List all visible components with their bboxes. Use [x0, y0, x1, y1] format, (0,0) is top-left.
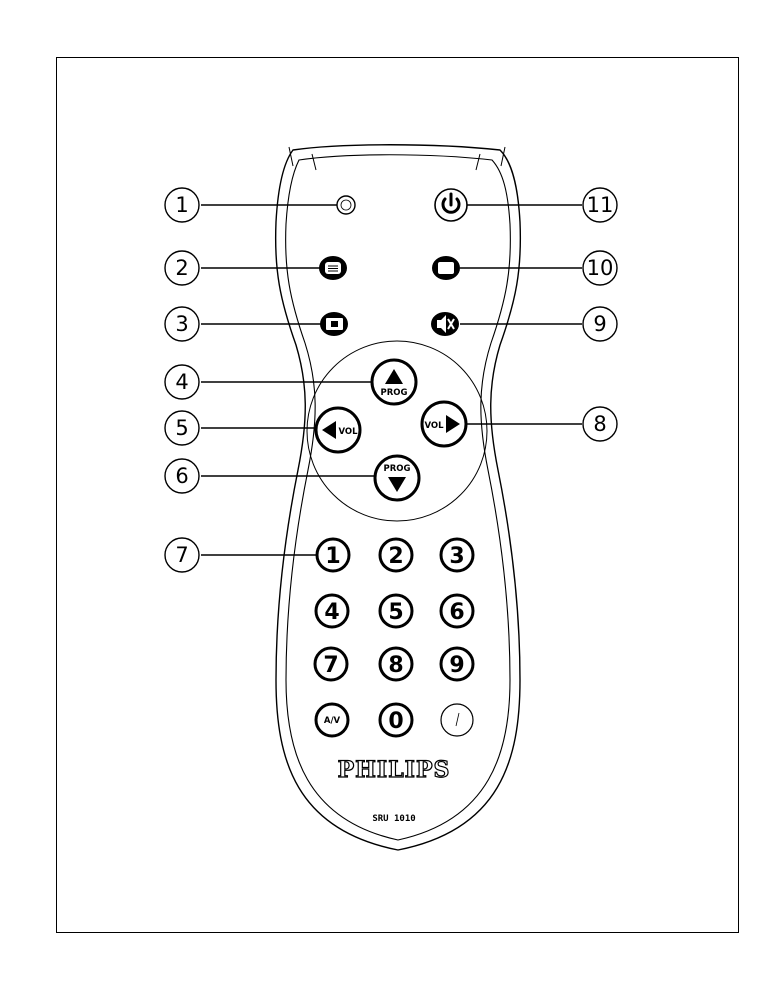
key-3[interactable]: [441, 539, 473, 571]
keypad: [315, 539, 473, 736]
teletext-icon: [438, 262, 454, 274]
model-number: SRU 1010: [372, 814, 416, 824]
callout-8: [583, 407, 617, 441]
svg-text:0: 0: [388, 709, 404, 734]
led-indicator-icon: [337, 196, 355, 214]
callout-7: [165, 538, 199, 572]
svg-text:11: 11: [586, 193, 614, 217]
svg-text:4: 4: [324, 600, 340, 625]
svg-text:9: 9: [593, 312, 607, 336]
screen-icon: [326, 318, 343, 330]
callout-2: [165, 251, 199, 285]
svg-text:3: 3: [449, 544, 465, 569]
prog-up-button[interactable]: [372, 360, 416, 404]
svg-text:VOL: VOL: [338, 427, 358, 437]
svg-text:6: 6: [449, 600, 465, 625]
svg-text:10: 10: [586, 256, 614, 280]
svg-text:1: 1: [175, 193, 189, 217]
key-6[interactable]: [441, 595, 473, 627]
svg-text:A/V: A/V: [323, 716, 341, 726]
teletext-button[interactable]: [432, 256, 460, 280]
key-7[interactable]: [315, 648, 347, 680]
key-5[interactable]: [380, 595, 412, 627]
svg-text:VOL: VOL: [424, 421, 444, 431]
svg-text:1: 1: [325, 544, 341, 569]
key-0[interactable]: [380, 704, 412, 736]
format-button[interactable]: [320, 312, 348, 336]
svg-text:9: 9: [449, 653, 465, 678]
svg-text:7: 7: [323, 653, 339, 678]
key-blank[interactable]: [441, 704, 473, 736]
svg-text:2: 2: [175, 256, 189, 280]
svg-text:4: 4: [175, 370, 189, 394]
callout-1: [165, 188, 199, 222]
callout-9: [583, 307, 617, 341]
callout-6: [165, 459, 199, 493]
power-button[interactable]: [435, 189, 467, 221]
svg-text:7: 7: [175, 543, 189, 567]
vol-up-button[interactable]: [422, 402, 466, 446]
brand-logo: PHILIPS: [337, 757, 451, 783]
key-4[interactable]: [316, 595, 348, 627]
key-1[interactable]: [317, 539, 349, 571]
svg-text:5: 5: [175, 416, 189, 440]
svg-text:PROG: PROG: [383, 464, 411, 474]
svg-text:8: 8: [388, 653, 404, 678]
vol-down-button[interactable]: [316, 408, 360, 452]
svg-text:5: 5: [388, 600, 404, 625]
svg-text:2: 2: [388, 544, 404, 569]
menu-icon: [325, 262, 341, 274]
svg-text:PROG: PROG: [380, 388, 408, 398]
prog-down-button[interactable]: [375, 456, 419, 500]
svg-text:3: 3: [175, 312, 189, 336]
callout-11: [583, 188, 617, 222]
svg-text:6: 6: [175, 464, 189, 488]
key-9[interactable]: [441, 648, 473, 680]
menu-button[interactable]: [319, 256, 347, 280]
key-2[interactable]: [380, 539, 412, 571]
mute-button[interactable]: [431, 312, 459, 336]
callout-10: [583, 251, 617, 285]
callout-3: [165, 307, 199, 341]
svg-text:8: 8: [593, 412, 607, 436]
callout-5: [165, 411, 199, 445]
key-8[interactable]: [380, 648, 412, 680]
key-av[interactable]: [316, 704, 348, 736]
callout-4: [165, 365, 199, 399]
